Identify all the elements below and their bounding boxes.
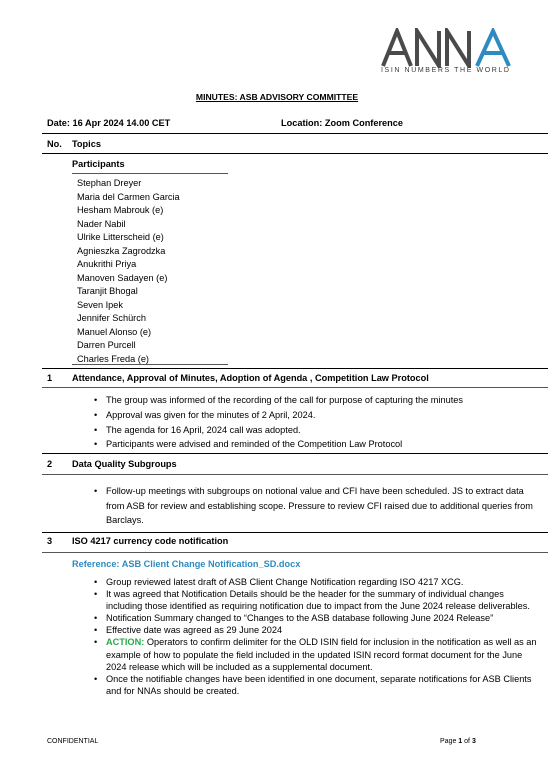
list-item-action (94, 636, 540, 672)
list-item: Manuel Alonso (e) (77, 326, 152, 337)
list-item: Charles Freda (e) (77, 353, 149, 364)
footer-confidential: CONFIDENTIAL (47, 738, 99, 745)
list-item: Maria del Carmen Garcia (77, 191, 180, 202)
participants-underline (72, 173, 228, 174)
list-item: Ulrike Litterscheid (e) (77, 232, 164, 242)
anna-logo-icon (381, 28, 517, 68)
divider (42, 552, 548, 553)
footer-page-number (440, 738, 476, 745)
section-title: Data Quality Subgroups (72, 459, 177, 469)
list-item: • Follow-up meetings with subgroups on notional value and CFI have been scheduled. JS to extract data from ASB for review and establishing scope. Pressure to review CFI raised due to additional queries from Barclays. (94, 484, 540, 528)
list-item: • The agenda for 16 April, 2024 call was adopted. (94, 423, 540, 438)
list-item: Manoven Sadayen (e) (77, 272, 168, 283)
section-1-bullets (94, 393, 540, 452)
list-item: • Group reviewed latest draft of ASB Client Change Notification regarding ISO 4217 XCG. (94, 576, 540, 588)
section-title: ISO 4217 currency code notification (72, 536, 229, 546)
divider (42, 453, 548, 454)
divider (42, 133, 548, 134)
section-2-bullets (94, 484, 540, 528)
list-item: • Participants were advised and reminded of the Competition Law Protocol (94, 437, 540, 452)
section-3-bullets (94, 576, 540, 697)
page-word: Page (440, 738, 459, 745)
section-number: 3 (47, 536, 53, 546)
divider (42, 387, 548, 388)
list-item: • Approval was given for the minutes of 2 April, 2024. (94, 408, 540, 423)
column-header-topics: Topics (72, 139, 101, 149)
of-word: of (462, 738, 472, 745)
section-number: 2 (47, 459, 53, 469)
logo-tagline: ISIN NUMBERS THE WORLD (381, 67, 511, 74)
meeting-location: Location: Zoom Conference (281, 118, 403, 128)
list-item: Hesham Mabrouk (e) (77, 205, 164, 215)
list-item: Anukrithi Priya (77, 259, 137, 269)
list-item: Taranjit Bhogal (77, 286, 138, 296)
list-item: • Effective date was agreed as 29 June 2024 (94, 624, 540, 636)
list-item: Darren Purcell (77, 340, 136, 350)
divider (42, 532, 548, 533)
divider (42, 474, 548, 475)
reference-file[interactable]: ASB Client Change Notification_SD.docx (121, 559, 301, 569)
list-item: • Once the notifiable changes have been identified in one document, separate notifications for ASB Clients and for NNAs should be created. (94, 673, 540, 697)
meeting-date: Date: 16 Apr 2024 14.00 CET (47, 118, 171, 128)
list-item: Nader Nabil (77, 218, 126, 229)
column-header-no: No. (47, 139, 62, 149)
list-item: Jennifer Schürch (77, 313, 146, 323)
divider (42, 368, 548, 369)
participants-bottom-line (72, 364, 228, 365)
page-total: 3 (471, 738, 476, 745)
section-number: 1 (47, 373, 53, 383)
divider (42, 153, 548, 154)
participants-list (77, 177, 180, 366)
reference-link[interactable] (72, 559, 300, 569)
action-label: ACTION: (106, 637, 145, 648)
list-item: • The group was informed of the recording of the call for purpose of capturing the minutes (94, 393, 540, 408)
reference-label: Reference: (72, 559, 122, 569)
list-item: • Notification Summary changed to “Changes to the ASB database following June 2024 Release” (94, 612, 540, 624)
document-title: MINUTES: ASB ADVISORY COMMITTEE (195, 92, 359, 102)
page-current: 1 (458, 738, 463, 745)
action-text: Operators to confirm delimiter for the OLD ISIN field for inclusion in the notification as well as an example of how to populate the field included in the updated ISIN record format document for the June 2024 release which will be included as a supplemental document. (106, 637, 537, 672)
participants-title: Participants (72, 159, 125, 169)
list-item: Stephan Dreyer (77, 178, 142, 188)
list-item: Agnieszka Zagrodzka (77, 245, 166, 256)
section-title: Attendance, Approval of Minutes, Adoption of Agenda , Competition Law Protocol (72, 373, 429, 383)
list-item: • It was agreed that Notification Details should be the header for the summary of individual changes including those identified as requiring notification due to impact from the June 2024 release deliverables. (94, 588, 540, 612)
list-item: Seven Ipek (77, 299, 123, 310)
